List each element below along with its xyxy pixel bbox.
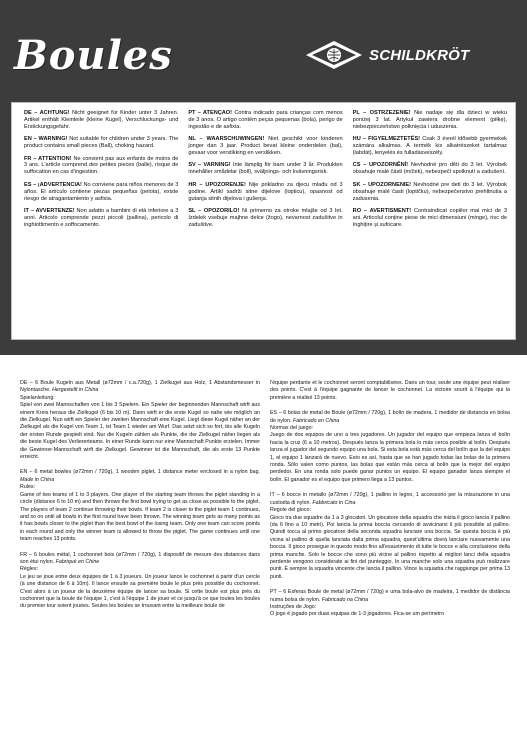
instruction-block: [270, 492, 510, 581]
instruction-block: [20, 380, 260, 461]
warning-text: Csak 3 évnél idősebb gyermekek számára alkalmas. A termék kis alkatrészeket tartalmaz (labdát), lenyelés és fulladásveszély.: [352, 136, 507, 157]
instruction-body: Juego de dos equipos de uno a tres jugadores. Un jugador del equipo que empieza lanza el bolín hacia la cruz (6 a 10 metros). Después lanza la primera bola lo más cerca posible al bolín. Después lanza el jugador del segundo equipo una bola. Si esta bola está más cerca del bolín que la del equipo 1, el equipo 1 lanzará de nuevo. Esto es así, hasta que se han jugado todas las bolas de la primera ronda. Sólo valen como puntos, las bolas que están más cerca al bolín que la mejor del equipo perdedor. En una ronda solo puede ganar puntos un equipo. El equipo ganador lanza siempre el bolín. El ganador es el equipo que primero llega a 13 puntos.: [270, 432, 510, 483]
header-band: [0, 0, 527, 355]
instruction-heading: ES – 6 bolas de metal de Boule (ø72mm / 720g), 1 bolín de madera, 1 medidor de distancia en bolsa de nylon.: [270, 410, 510, 424]
warning-lead: EN – WARNING!: [24, 136, 68, 143]
page-title: Boules: [14, 32, 173, 79]
instruction-origin: Made in China: [20, 476, 55, 483]
instruction-origin: Hergestellt in China: [52, 387, 99, 394]
brand-logo: [305, 40, 515, 70]
instruction-label: Règles:: [20, 566, 38, 573]
warning-lead: PT – ATENÇÃO!: [188, 110, 233, 116]
warnings-column-2: [188, 110, 342, 333]
warning-item: [24, 156, 178, 177]
instructions-right-column: [270, 380, 510, 745]
warning-item: [353, 182, 507, 203]
warning-item: [188, 162, 342, 176]
warning-text: Nie nadaje się dla dzieci w wieku poniżej 3 lat. Artykuł zawiera drobne element (piłkę), niebezpieczeństwo połknięcia i uduszenia.: [352, 110, 507, 130]
warning-item: [24, 182, 178, 203]
warning-text: Niet geschikt voor kinderen jonger dan 3 jaar. Product bevat kleine onderdelen (bal), gevaar voor verstikking en verslikken.: [188, 136, 343, 157]
warning-lead: SL – OPOZORILO!: [188, 207, 240, 214]
warning-item: [188, 136, 342, 157]
instruction-block: [20, 469, 260, 543]
warning-item: [188, 208, 342, 229]
warning-text: Nevhodné pre deti do 3 let. Výrobok obsahuje malé časti (loptičku), nebezpečenstvo prehltnutia a zadusenia.: [352, 181, 507, 202]
warning-item: [24, 110, 178, 131]
instruction-block: [270, 410, 510, 484]
warning-item: [353, 136, 507, 157]
warning-item: [24, 208, 178, 229]
warning-text: Non adatto a bambini di età inferiore a 3 anni. Articolo comprende pezzi piccoli (pallina), pericolo di inghiottimento e soffocamento.: [24, 207, 179, 228]
warning-item: [188, 110, 342, 131]
instruction-origin: Fabricado en China: [292, 417, 340, 424]
warning-lead: DE – ACHTUNG!: [24, 110, 70, 116]
instruction-heading: PT – 6 Esferas Boule de metal (ø72mm / 720g) e uma bola-alvo de madeira, 1 medidor de distância numa bolsa de nylon.: [270, 589, 510, 603]
instruction-body: O jogo é jogado por duas equipas de 1-3 jogadores. Fica-se um perímetro: [270, 611, 445, 618]
instruction-body: Spiel von zwei Mannschaften von 1 bis 3 Spielern. Ein Spieler der beginnenden Mannschaft wirft aus einem Kreis heraus die Zielkugel (6 bis 10 m). Dann wirft er die erste Kugel so nahe wie möglich an die Zielkugel. Nun wirft ein Spieler der zweiten Mannschaft eine Kugel. Liegt diese Kugel näher an der Zielkugel als die Kugel von Team 1, ist Team 1 wieder am Wurf. Das setzt sich so fort, bis alle Kugeln der ersten Runde gespielt sind. Nur die Kugeln zählen als Punkte, die der Zielkugel näher liegen als die beste Kugel des Verliererteams. In einer Runde kann nur eine Mannschaft Punkte erzielen. Immer die Gewinner-Mannschaft wirft die Zielkugel. Gewinner ist die Mannschaft, die als erste 13 Punkte erreicht.: [20, 402, 260, 461]
warning-item: [188, 182, 342, 203]
warning-text: Nije prikladno za djecu mlađu od 3 godine. Artikl sadrži sitne dijelove (lopticu), opasnost od gutanja sitnih dijelova i gušenja.: [188, 181, 343, 202]
instruction-body: Le jeu se joue entre deux équipes de 1 à 3 joueurs. Un joueur lance le cochonnet à partir d'un cercle (à une distance de 6 à 10m). Il lance ensuite sa première boule le plus près possible du cochonnet. C'est alors à un joueur de la deuxième équipe de lancer sa boule. Si cette boule est plus près du cochonnet que la boule de l'équipe 1, c'est à l'équipe 1 de jouer et ce jusqu'à ce que toutes les boules du premier tour soient jouées. Seules les boules se trouvant entre la meilleure boule de: [20, 573, 260, 610]
instruction-block: [270, 589, 510, 619]
warning-text: Ni primerno za otroke mlajše od 3 let. Izdelek vsebuje majhne delce (žogo), nevarnost zadušitve in zadušitve.: [188, 207, 343, 228]
instruction-origin: Fabbricato in Cina: [312, 499, 356, 506]
warning-text: Nevhodné pro děti do 3 let. Výrobek obsahuje malé části (míček), nebezpečí spolknutí a zadušení.: [352, 162, 507, 176]
instruction-heading: IT – 6 bocce in metallo (ø72mm / 720g), 1 pallino in legno, 1 accessorio per la misurazione in una custodia di nylon.: [270, 492, 510, 506]
brand-diamond-icon: [305, 40, 363, 70]
instruction-body: Gioco tra due squadre da 1 a 3 giocatori. Un giocatore della squadra che inizia il gioco lancia il pallino (da 6 fino a 10 metri). Poi lancia la prima boccia cercando di avvicinarsi il più possibile al pallino. Quindi tocca al primo giocatore della seconda squadra lanciare una boccia. Se questa boccia è più vicina al pallino di quella lanciata dalla prima squadra, quest'ultima dovrà lanciare nuovamente una boccia. Il gioco prosegue in questo modo fino all'esaurimento di tutte le bocce e alla conclusione della prima manche. Solo le bocce che sono più vicine al pallino rispetto al migliori lanci della squadra perdente vengono considerate ai fini del punteggio. In una manche solo una squadra può realizzare punti. È sempre la squadra vincente che lancia il pallino. Vince la squadra che raggiunge per prima 13 punti.: [270, 514, 510, 580]
instruction-label: Regole del gioco:: [270, 507, 311, 514]
warning-text: Ne convient pas aux enfants de moins de 3 ans. L'article comprend des petites pieces (balle), risque de suffocation en cas d'ingestion.: [24, 155, 179, 176]
warning-text: No conviene para niños menores de 3 años. El artículo contiene piezas pequeñas (pelota), existe riesgo de atragantamiento y asfixia.: [24, 181, 179, 202]
instruction-origin: Fabriqué en Chine: [55, 558, 100, 565]
warning-lead: HR – UPOZORENJE!: [188, 181, 246, 188]
instruction-heading: EN – 6 metal bowles (ø72mm / 720g), 1 wooden piglet, 1 distance meter enclosed in a nylon bag.: [20, 469, 260, 476]
instruction-body: l'équipe perdante et le cochonnet seront comptabilisées. Dans un tour, seule une équipe peut réaliser des points. C'est à l'équipe gagnante de lancer le cochonnet. La victoire sourit à l'équipe qui la première a réalisé 13 points.: [270, 380, 510, 401]
instruction-label: Normas del juego:: [270, 425, 313, 432]
instruction-heading: DE – 6 Boule Kugeln aus Metall (ø72mm / c.a.720g), 1 Zielkugel aus Holz, 1 Abstandsmesser in Nylontasche.: [20, 380, 260, 394]
instruction-label: Rules:: [20, 484, 36, 491]
instruction-block: [20, 552, 260, 611]
warning-lead: SK – UPOZORNENIE!: [352, 181, 412, 188]
warning-lead: RO – AVERTISMENT!: [352, 207, 412, 214]
instruction-origin: Fabricado na China: [321, 596, 369, 603]
warning-item: [353, 162, 507, 176]
warning-lead: NL – WAARSCHUWINGEN!: [188, 136, 265, 143]
warnings-panel: [11, 102, 516, 340]
instructions-left-column: [20, 380, 260, 745]
warning-lead: CS – UPOZORNĚNÍ!: [352, 162, 409, 169]
warning-lead: HU – FIGYELMEZTETÉS!: [352, 136, 421, 143]
warning-text: Inte lämplig för barn under 3 år. Produkten innehåller smådelar (boll), sväljnings- och kvävningsrisk.: [188, 162, 343, 176]
instruction-label: Instruções de Jogo:: [270, 603, 317, 610]
warning-text: Nicht geeignet für Kinder unter 3 Jahren. Artikel enthält Kleinteile (kleine Kugel), Verschluckungs- und Erstickungsgefahr.: [24, 110, 179, 130]
warning-lead: IT – AVVERTENZE!: [24, 207, 75, 214]
warning-lead: SV – VARNING!: [188, 162, 231, 169]
warnings-column-1: [24, 110, 178, 333]
warning-lead: ES – ¡ADVERTENCIA!: [24, 181, 82, 188]
warnings-column-3: [353, 110, 507, 333]
instructions-section: [20, 380, 510, 745]
warning-item: [353, 208, 507, 229]
instruction-block: [270, 380, 510, 402]
warning-lead: FR – ATTENTION!: [24, 155, 72, 162]
warning-item: [353, 110, 507, 131]
warning-item: [24, 136, 178, 150]
warning-text: Contra indicado para crianças com menos de 3 anos. O artigo contém peças pequenas (bola), perigo de ingestão e de asfixia.: [188, 110, 343, 130]
warning-lead: PL – OSTRZEŻENIE!: [352, 110, 411, 116]
warning-text: Contraindicat copiilor mai mici de 3 ani. Articolul conține piese de mici dimensiuni (minge), risc de înghițire și sufocare.: [352, 207, 507, 228]
instruction-body: Game of two teams of 1 to 3 players. One player of the starting team throws the piglet standing in a circle (distance 6 to 10 m) and then throws the first bowl trying to get as close as possible to the piglet. The players of team 2 continue throwing their bowls. If team 2 is closer to the piglet team 1 continues, and so on until all bowls in the first round have been thrown. The winning team gets as many points as it has bowls closer to the piglet than the best bowl of the losing team. Only one team can score points in each round and only the winner team is allowed to throw the piglet. The game continues until one team reaches 13 points.: [20, 491, 260, 543]
brand-name: SCHILDKRÖT: [369, 46, 470, 64]
warning-text: Not suitable for children under 3 years. The product contains small pieces (Ball), choking hazard.: [24, 136, 179, 150]
instruction-heading: FR – 6 boules métal, 1 cochonnet bois (ø72mm / 720g), 1 dispositif de mesure des distances dans son étui nylon.: [20, 551, 260, 565]
instruction-label: Spielanleitung:: [20, 394, 55, 401]
